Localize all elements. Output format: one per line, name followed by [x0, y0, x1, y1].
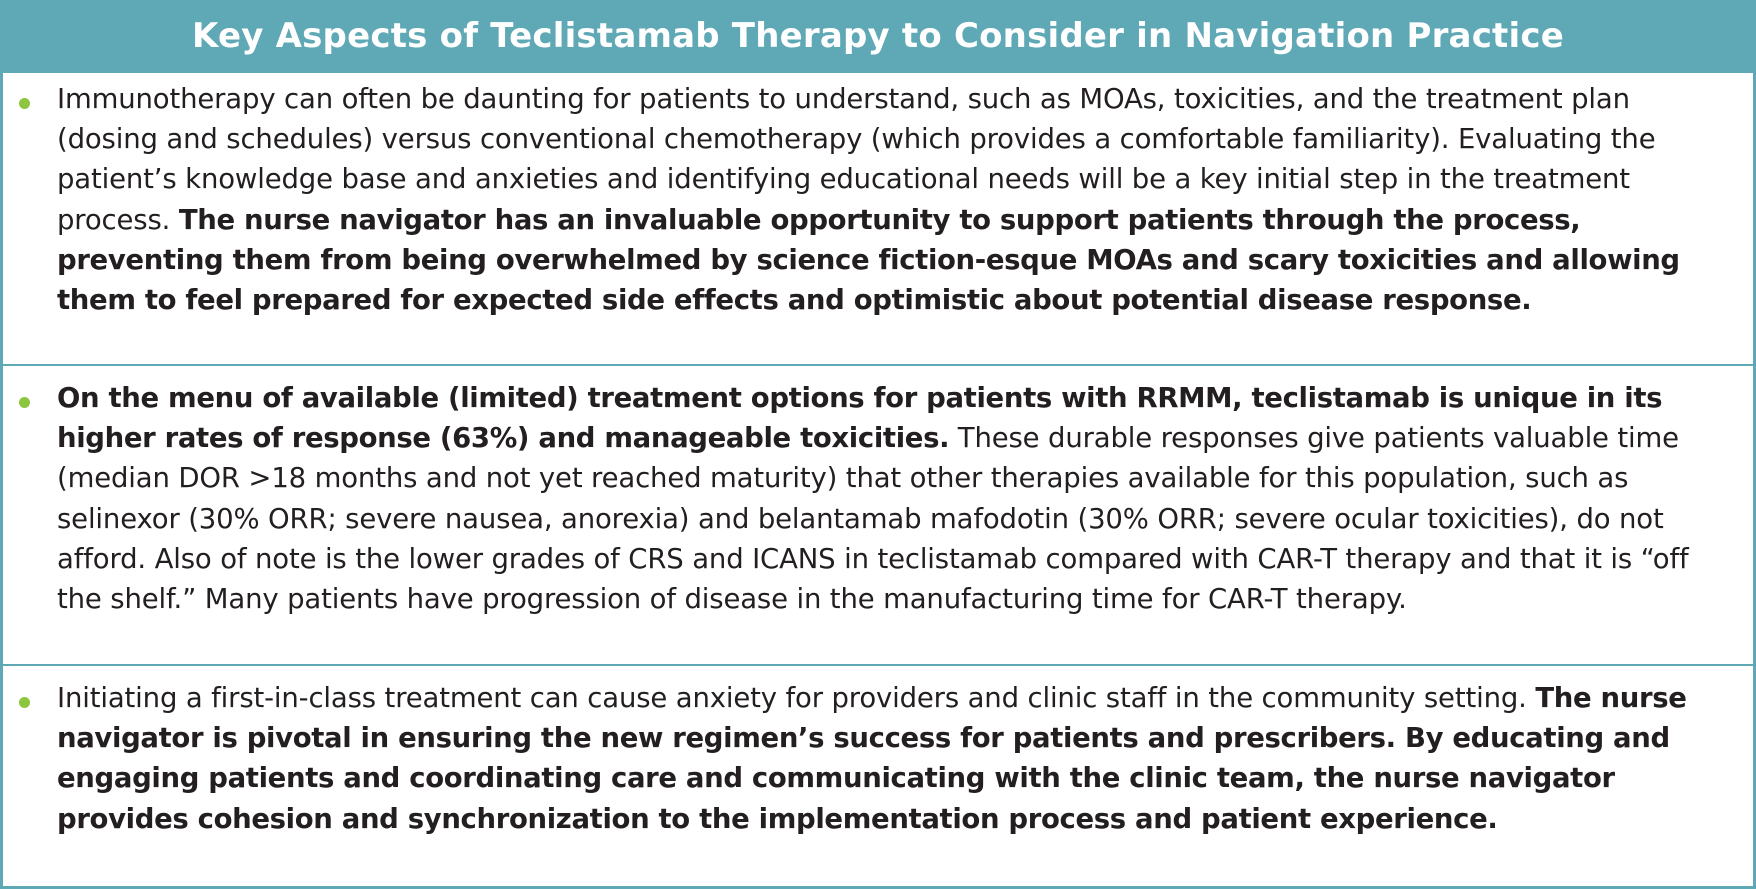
- item-text-emphasis: On the menu of available (limited) treatment options for patients with RRMM, teclistamab is unique in its higher rates of response (63%) and manageable toxicities.: [57, 382, 1663, 455]
- item-text-regular: Immunotherapy can often be daunting for patients to understand, such as MOAs, toxicities, and the treatment plan (dosing and schedules) versus conventional chemotherapy (which provides a comfortable familiarity). Evaluating the patient’s knowledge base and anxieties and identifying educational needs will be a key initial step in the treatment process.: [57, 83, 1656, 236]
- list-item: [3, 73, 1753, 366]
- bullet-icon: [19, 697, 30, 708]
- list-item-text: [57, 678, 1739, 839]
- bullet-icon: [19, 98, 30, 109]
- list-item: [3, 366, 1753, 666]
- list-item: [3, 666, 1753, 886]
- item-text-regular: Initiating a first-in-class treatment can cause anxiety for providers and clinic staff in the community setting.: [57, 682, 1536, 714]
- list-item-text: [57, 378, 1739, 619]
- item-text-regular: These durable responses give patients valuable time (median DOR >18 months and not yet reached maturity) that other therapies available for this population, such as selinexor (30% ORR; severe nausea, anorexia) and belantamab mafodotin (30% ORR; severe ocular toxicities), do not afford. Also of note is the lower grades of CRS and ICANS in teclistamab compared with CAR-T therapy and that it is “off the shelf.” Many patients have progression of disease in the manufacturing time for CAR-T therapy.: [57, 422, 1689, 616]
- item-text-emphasis: The nurse navigator is pivotal in ensuring the new regimen’s success for patients and prescribers. By educating and engaging patients and coordinating care and communicating with the clinic team, the nurse navigator provides cohesion and synchronization to the implementation process and patient experience.: [57, 682, 1687, 835]
- item-text-emphasis: The nurse navigator has an invaluable opportunity to support patients through the process, preventing them from being overwhelmed by science fiction-esque MOAs and scary toxicities and allowing them to feel prepared for expected side effects and optimistic about potential disease response.: [57, 203, 1680, 317]
- bullet-icon: [19, 397, 30, 408]
- list-item-text: [57, 79, 1739, 320]
- panel-title: Key Aspects of Teclistamab Therapy to Consider in Navigation Practice: [3, 0, 1753, 73]
